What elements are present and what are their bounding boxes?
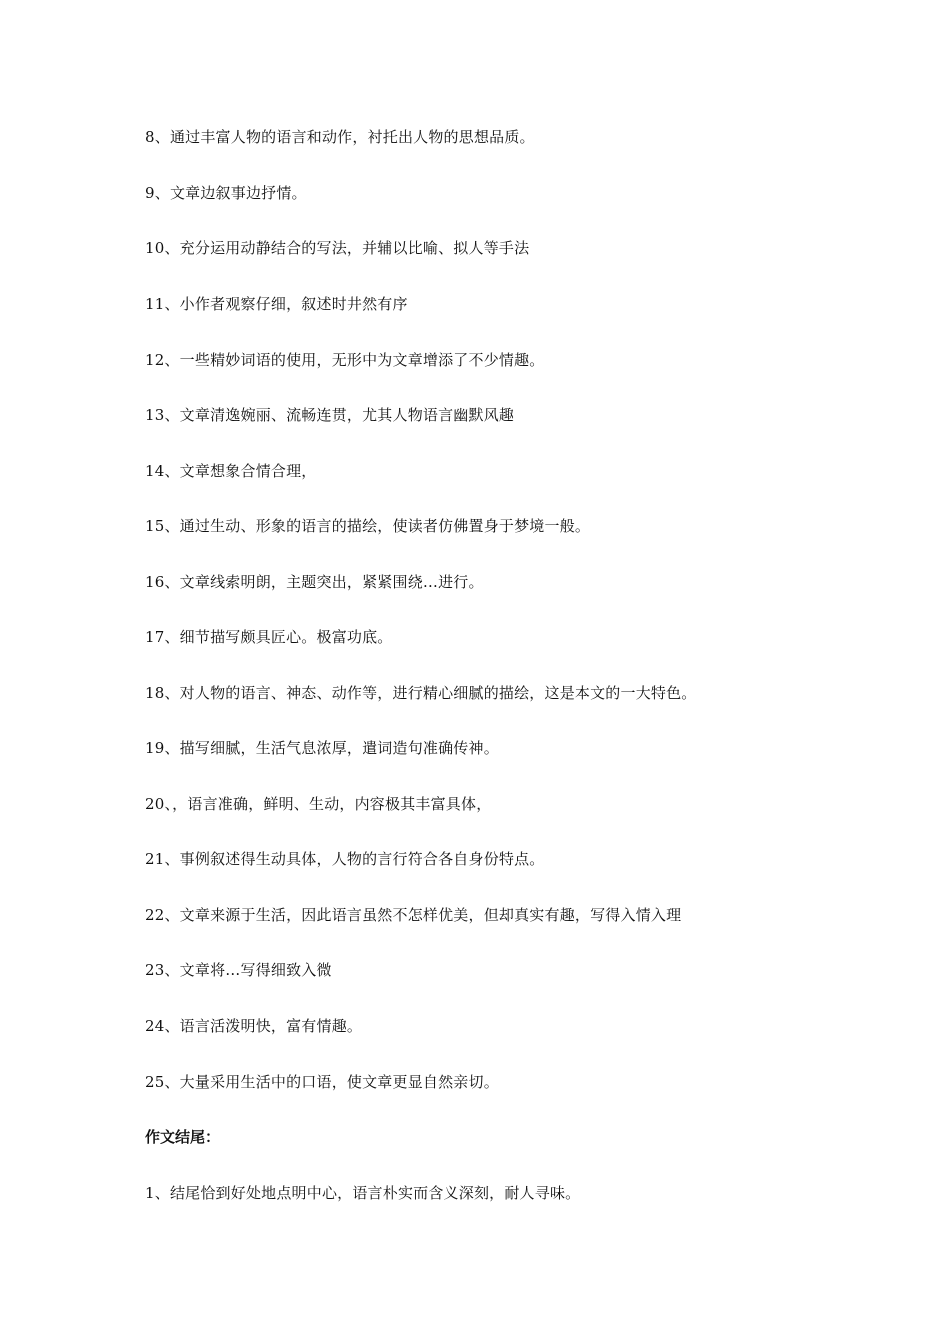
list-item: 12、一些精妙词语的使用，无形中为文章增添了不少情趣。 [145, 351, 545, 369]
list-item: 1、结尾恰到好处地点明中心，语言朴实而含义深刻，耐人寻味。 [145, 1184, 581, 1202]
list-item: 9、文章边叙事边抒情。 [145, 184, 307, 202]
list-item: 16、文章线索明朗，主题突出，紧紧围绕…进行。 [145, 573, 484, 591]
section-heading: 作文结尾： [145, 1128, 221, 1146]
list-item: 23、文章将…写得细致入微 [145, 961, 332, 979]
list-item: 14、文章想象合情合理， [145, 462, 317, 480]
list-item: 13、文章清逸婉丽、流畅连贯，尤其人物语言幽默风趣 [145, 406, 515, 424]
list-item: 24、语言活泼明快，富有情趣。 [145, 1017, 363, 1035]
list-item: 11、小作者观察仔细，叙述时井然有序 [145, 295, 408, 313]
list-item: 25、大量采用生活中的口语，使文章更显自然亲切。 [145, 1073, 499, 1091]
list-item: 17、细节描写颇具匠心。极富功底。 [145, 628, 393, 646]
list-item: 18、对人物的语言、神态、动作等，进行精心细腻的描绘，这是本文的一大特色。 [145, 684, 697, 702]
list-item: 10、充分运用动静结合的写法，并辅以比喻、拟人等手法 [145, 239, 530, 257]
list-item: 15、通过生动、形象的语言的描绘，使读者仿佛置身于梦境一般。 [145, 517, 591, 535]
list-item: 20、，语言准确，鲜明、生动，内容极其丰富具体， [145, 795, 492, 813]
list-item: 22、文章来源于生活，因此语言虽然不怎样优美，但却真实有趣，写得入情入理 [145, 906, 682, 924]
list-item: 19、描写细腻，生活气息浓厚，遣词造句准确传神。 [145, 739, 499, 757]
list-item: 21、事例叙述得生动具体，人物的言行符合各自身份特点。 [145, 850, 545, 868]
list-item: 8、通过丰富人物的语言和动作，衬托出人物的思想品质。 [145, 128, 535, 146]
